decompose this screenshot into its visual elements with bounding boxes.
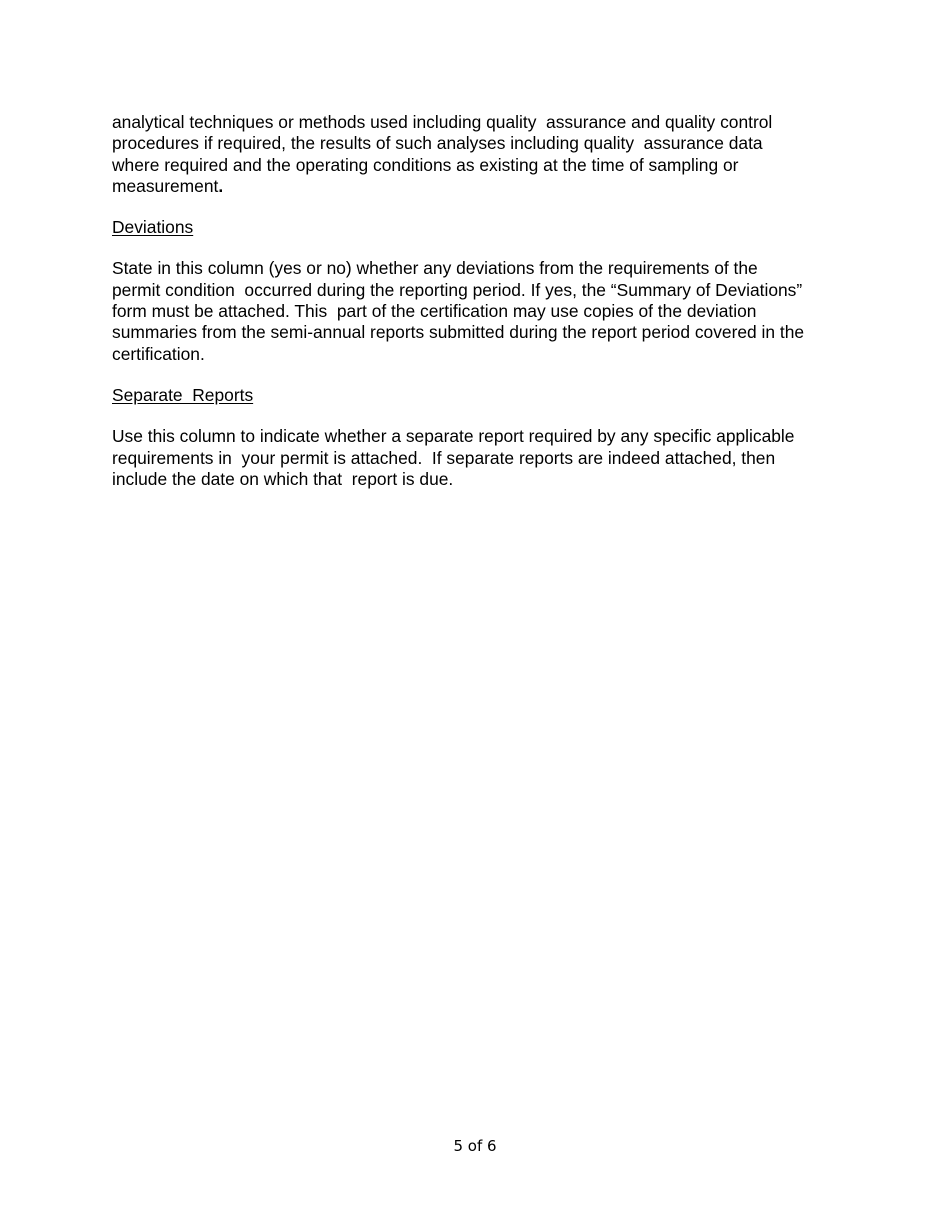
deviations-line: form must be attached. This part of the certification may use copies of the deviation: [112, 301, 757, 322]
deviations-line: certification.: [112, 343, 205, 364]
deviations-heading: Deviations: [112, 217, 194, 238]
deviations-line: State in this column (yes or no) whether any deviations from the requirements of the: [112, 258, 758, 279]
separate-reports-line: include the date on which that report is due.: [112, 468, 454, 489]
deviations-paragraph: [112, 258, 847, 364]
document-body: [112, 112, 847, 490]
separate-reports-line: requirements in your permit is attached. If separate reports are indeed attached, then: [112, 447, 776, 468]
intro-bold-period: .: [218, 175, 224, 196]
deviations-line: summaries from the semi-annual reports submitted during the report period covered in the: [112, 322, 805, 343]
intro-paragraph: [112, 112, 847, 197]
page-number: 5 of 6: [453, 1137, 497, 1155]
separate-reports-paragraph: [112, 426, 847, 490]
intro-line: procedures if required, the results of such analyses including quality assurance data: [112, 133, 763, 154]
intro-last-line: [112, 176, 847, 197]
intro-line: analytical techniques or methods used including quality assurance and quality control: [112, 112, 773, 132]
intro-last-word: measurement: [112, 175, 219, 196]
deviations-line: permit condition occurred during the reporting period. If yes, the “Summary of Deviations”: [112, 279, 803, 300]
separate-reports-heading: Separate Reports: [112, 384, 254, 405]
separate-reports-line: Use this column to indicate whether a separate report required by any specific applicable: [112, 426, 795, 447]
intro-line: where required and the operating conditions as existing at the time of sampling or: [112, 154, 739, 175]
